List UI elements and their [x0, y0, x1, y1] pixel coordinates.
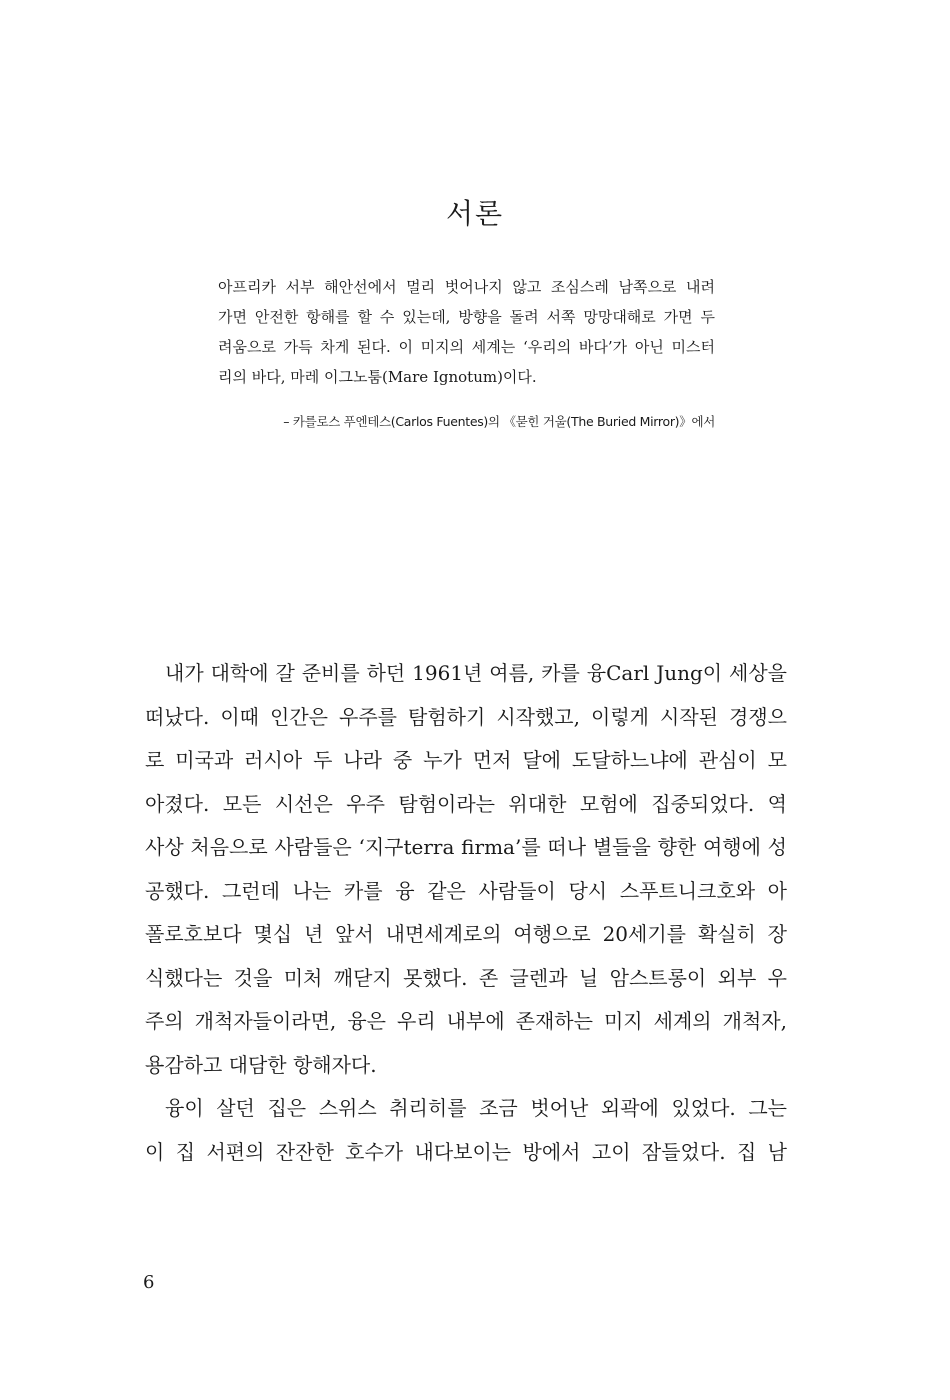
body-line: 식했다는 것을 미처 깨닫지 못했다. 존 글렌과 닐 암스트롱이 외부 우 — [145, 965, 787, 990]
body-line: 아졌다. 모든 시선은 우주 탐험이라는 위대한 모험에 집중되었다. 역 — [145, 791, 787, 816]
epigraph — [218, 272, 715, 392]
body-line: 폴로호보다 몇십 년 앞서 내면세계로의 여행으로 20세기를 확실히 장 — [145, 922, 787, 946]
body-line: 사상 처음으로 사람들은 ‘지구terra firma’를 떠나 별들을 향한 여행에 성 — [145, 835, 787, 859]
body-line: 내가 대학에 갈 준비를 하던 1961년 여름, 카를 융Carl Jung이 세상을 — [165, 661, 787, 685]
body-text — [145, 652, 787, 1174]
body-line: 로 미국과 러시아 두 나라 중 누가 먼저 달에 도달하느냐에 관심이 모 — [145, 748, 787, 772]
page-number: 6 — [143, 1272, 155, 1293]
body-line: 공했다. 그런데 나는 카를 융 같은 사람들이 당시 스푸트니크호와 아 — [145, 878, 787, 903]
body-line: 융이 살던 집은 스위스 취리히를 조금 벗어난 외곽에 있었다. 그는 — [165, 1096, 787, 1120]
body-line: 이 집 서편의 잔잔한 호수가 내다보이는 방에서 고이 잠들었다. 집 남 — [145, 1139, 787, 1164]
chapter-title: 서론 — [445, 197, 505, 230]
epigraph-line: 가면 안전한 항해를 할 수 있는데, 방향을 돌려 서쪽 망망대해로 가면 두 — [218, 308, 715, 326]
epigraph-attribution: – 카를로스 푸엔테스(Carlos Fuentes)의 《묻힌 거울(The Buried Mirror)》에서 — [283, 414, 715, 429]
body-line: 용감하고 대담한 항해자다. — [145, 1052, 377, 1077]
body-line: 주의 개척자들이라면, 융은 우리 내부에 존재하는 미지 세계의 개척자, — [145, 1009, 787, 1033]
body-line: 떠났다. 이때 인간은 우주를 탐험하기 시작했고, 이렇게 시작된 경쟁으 — [145, 704, 787, 729]
epigraph-line: 려움으로 가득 차게 된다. 이 미지의 세계는 ‘우리의 바다’가 아닌 미스터 — [218, 338, 715, 356]
epigraph-line: 리의 바다, 마레 이그노툼(Mare Ignotum)이다. — [218, 368, 537, 386]
epigraph-line: 아프리카 서부 해안선에서 멀리 벗어나지 않고 조심스레 남쪽으로 내려 — [218, 278, 715, 296]
